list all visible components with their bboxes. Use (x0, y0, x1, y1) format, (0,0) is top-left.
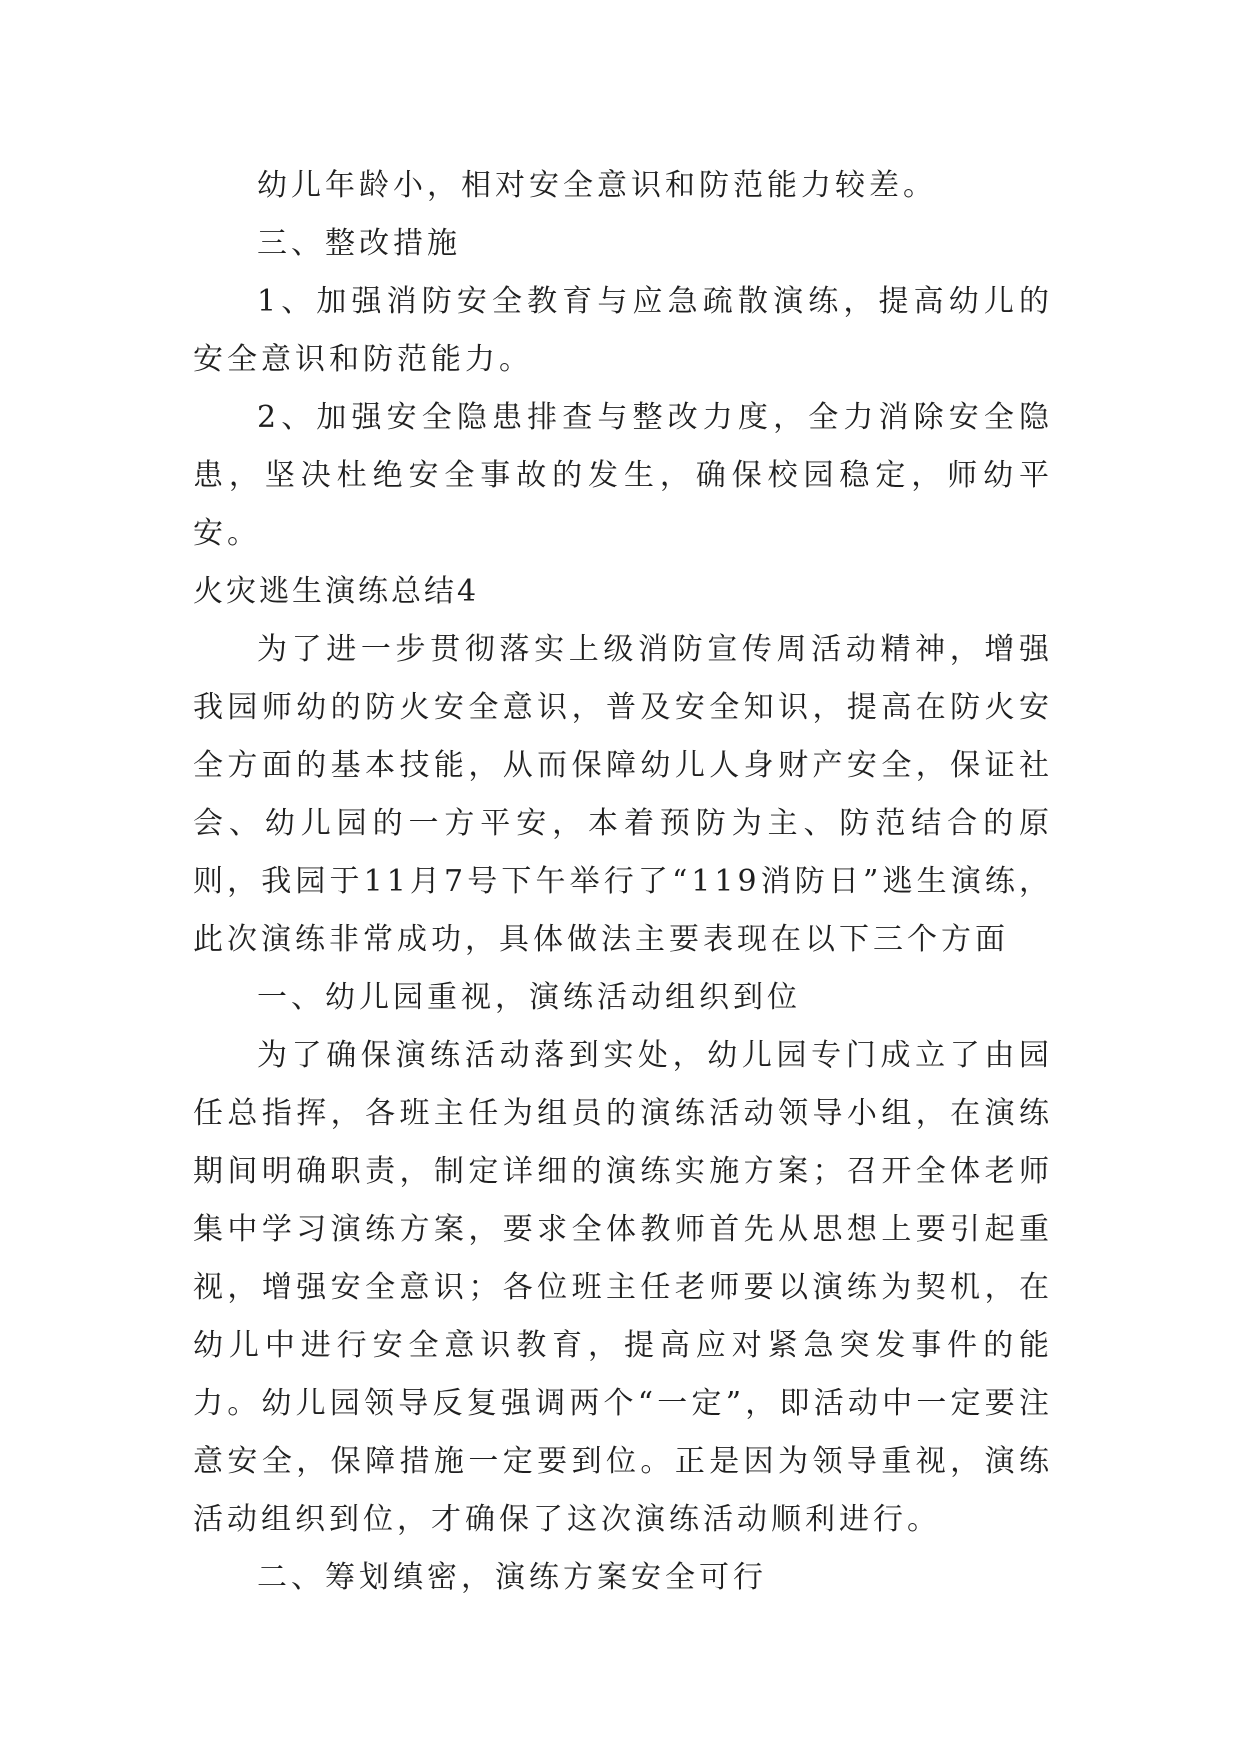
document-title: 火灾逃生演练总结4 (193, 574, 480, 609)
document-body (193, 157, 1053, 1607)
paragraph-intro: 为了进一步贯彻落实上级消防宣传周活动精神，增强我园师幼的防火安全意识，普及安全知识，提高在防火安全方面的基本技能，从而保障幼儿人身财产安全，保证社会、幼儿园的一方平安，本着预防为主、防范结合的原则，我园于11月7号下午举行了“119消防日”逃生演练，此次演练非常成功，具体做法主要表现在以下三个方面 (193, 632, 1053, 957)
section-heading-2: 二、筹划缜密，演练方案安全可行 (257, 1560, 767, 1595)
section-heading-rectification: 三、整改措施 (257, 226, 461, 261)
paragraph-measure-1: 1、加强消防安全教育与应急疏散演练，提高幼儿的安全意识和防范能力。 (193, 284, 1053, 377)
section-heading-1: 一、幼儿园重视，演练活动组织到位 (257, 980, 801, 1015)
paragraph-organization: 为了确保演练活动落到实处，幼儿园专门成立了由园任总指挥，各班主任为组员的演练活动领导小组，在演练期间明确职责，制定详细的演练实施方案；召开全体老师集中学习演练方案，要求全体教师首先从思想上要引起重视，增强安全意识；各位班主任老师要以演练为契机，在幼儿中进行安全意识教育，提高应对紧急突发事件的能力。幼儿园领导反复强调两个“一定”，即活动中一定要注意安全，保障措施一定要到位。正是因为领导重视，演练活动组织到位，才确保了这次演练活动顺利进行。 (193, 1038, 1053, 1537)
paragraph-1: 幼儿年龄小，相对安全意识和防范能力较差。 (257, 168, 937, 203)
paragraph-measure-2: 2、加强安全隐患排查与整改力度，全力消除安全隐患，坚决杜绝安全事故的发生，确保校园稳定，师幼平安。 (193, 400, 1053, 551)
